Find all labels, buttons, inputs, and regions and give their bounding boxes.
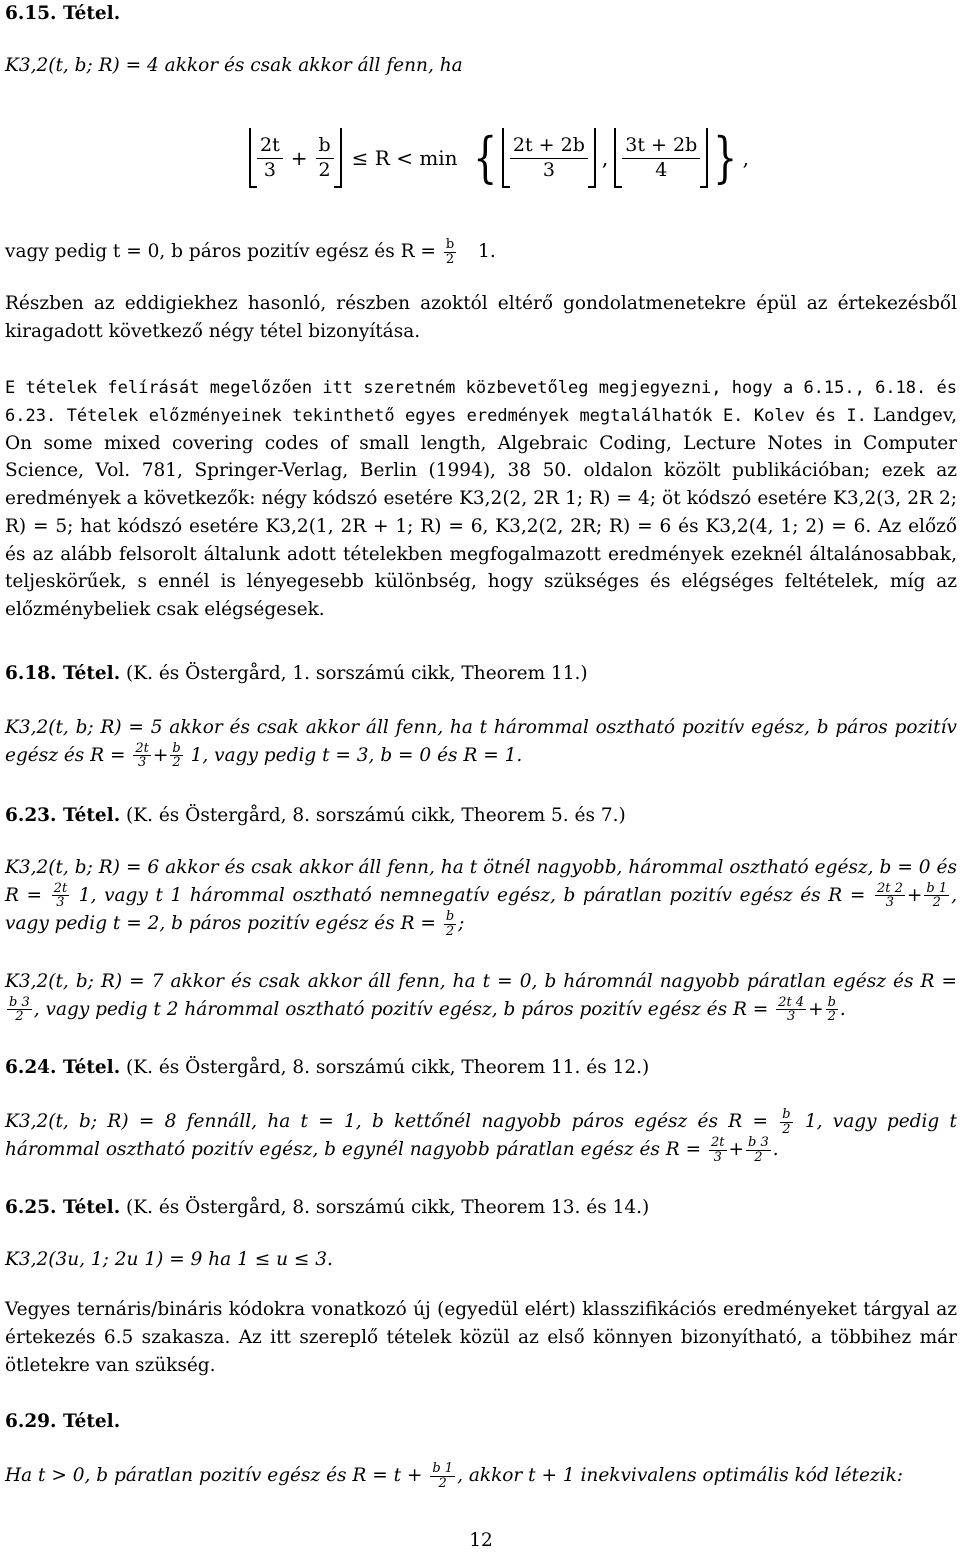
paragraph: Vegyes ternáris/bináris kódokra vonatkozó új (egyedül elért) klasszifikációs eredményeket tárgyal az értekezés 6.5 szakasza. Az itt szereplő tételek közül az első könnyen bizonyítható, a többihez már ötletekre van szükség. [5, 1299, 957, 1376]
or-line: vagy pedig t = 0, b páros pozitív egész és R = $\frac{b}{2}$ 1. [5, 237, 496, 267]
display-formula: 2t 3 + $\frac{b}{2}$ ≤ R < min { 2t + 2b 3 , 3t + 2b 4 } , [249, 125, 749, 191]
theorem-statement: K3,2(t, b; R) = 6 akkor és csak akkor áll fenn, ha t ötnél nagyobb, hárommal osztható egész, b = 0 és R = $\frac{2t}{3}$ 1, vagy t 1 hárommal osztható nemnegatív egész, b páratlan pozitív egész és R = $\frac{2t 2}{3}$ + $\frac{b 1}{2}$ , vagy pedig t = 2, b páros pozitív egész és R = $\frac{b}{2}$ ; [5, 857, 957, 939]
theorem-heading: 6.24. Tétel. (K. és Östergård, 8. sorszámú cikk, Theorem 11. és 12.) [5, 1057, 650, 1078]
theorem-statement: K3,2(t, b; R) = 8 fennáll, ha t = 1, b kettőnél nagyobb páros egész és R = $\frac{b}{2}$ 1, vagy pedig t hárommal osztható pozitív egész, b egynél nagyobb páratlan egész és R = $\frac{2t}{3}$ + $\frac{b 3}{2}$ . [5, 1107, 957, 1165]
theorem-statement: Ha t > 0, b páratlan pozitív egész és R = t + $\frac{b 1}{2}$ , akkor t + 1 inekvivalens optimális kód létezik: [5, 1461, 904, 1491]
theorem-statement: K3,2(t, b; R) = 5 akkor és csak akkor áll fenn, ha t hárommal osztható pozitív egész, b páros pozitív egész és R = $\frac{2t}{3}$ + $\frac{b}{2}$ 1, vagy pedig t = 3, b = 0 és R = 1. [5, 717, 957, 771]
page-number: 12 [469, 1530, 493, 1551]
theorem-statement: K3,2(3u, 1; 2u 1) = 9 ha 1 ≤ u ≤ 3. [5, 1249, 333, 1270]
paragraph: E tételek felírását megelőzően itt szeretném közbevetőleg megjegyezni, hogy a 6.15., 6.18. és 6.23. Tételek előzményeinek tekinthető egyes eredmények megtalálhatók E. Kolev és I. Landgev, On some mixed covering codes of small length, Algebraic Coding, Lecture Notes in Computer Science, Vol. 781, Springer-Verlag, Berlin (1994), 38 50. oldalon közölt publikációban; ezek az eredmények a következők: négy kódszó esetére K3,2(2, 2R 1; R) = 4; öt kódszó esetére K3,2(3, 2R 2; R) = 5; hat kódszó esetére K3,2(1, 2R + 1; R) = 6, K3,2(2, 2R; R) = 6 és K3,2(4, 1; 2) = 6. Az előző és az alább felsorolt általunk adott tételekben megfogalmazott eredmények ezeknél általánosabbak, teljeskörűek, s ennél is lényegesebb különbség, hogy szükséges és elégséges feltételek, míg az előzménybeliek csak elégségesek. [5, 378, 957, 620]
theorem-heading: 6.29. Tétel. [5, 1411, 121, 1432]
theorem-statement: K3,2(t, b; R) = 4 akkor és csak akkor áll fenn, ha [5, 55, 463, 76]
paragraph: Részben az eddigiekhez hasonló, részben azoktól eltérő gondolatmenetekre épül az értekezésből kiragadott következő négy tétel bizonyítása. [5, 293, 957, 342]
theorem-heading: 6.25. Tétel. (K. és Östergård, 8. sorszámú cikk, Theorem 13. és 14.) [5, 1197, 650, 1218]
theorem-heading: 6.18. Tétel. (K. és Östergård, 1. sorszámú cikk, Theorem 11.) [5, 663, 588, 684]
theorem-heading: 6.15. Tétel. [5, 3, 121, 24]
theorem-heading: 6.23. Tétel. (K. és Östergård, 8. sorszámú cikk, Theorem 5. és 7.) [5, 805, 626, 826]
theorem-statement: K3,2(t, b; R) = 7 akkor és csak akkor áll fenn, ha t = 0, b háromnál nagyobb páratlan egész és R = $\frac{b 3}{2}$ , vagy pedig t 2 hárommal osztható pozitív egész, b páros pozitív egész és R = $\frac{2t 4}{3}$ + $\frac{b}{2}$ . [5, 971, 957, 1025]
